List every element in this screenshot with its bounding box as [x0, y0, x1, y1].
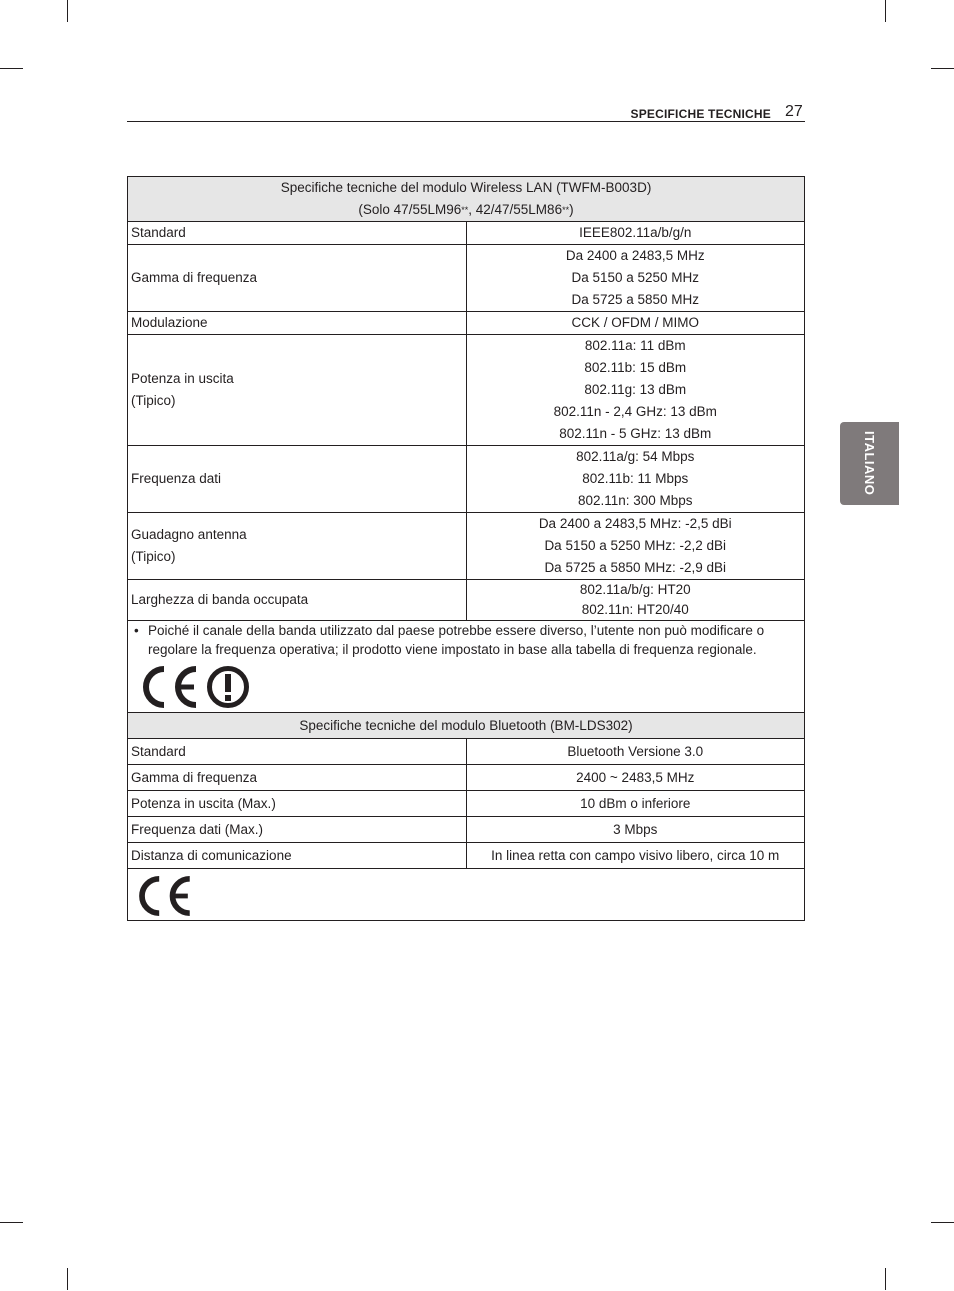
wireless-spec-table	[127, 176, 805, 714]
spec-label: Gamma di frequenza	[128, 245, 467, 312]
crop-mark	[67, 0, 68, 22]
spec-label: Gamma di frequenza	[128, 765, 467, 791]
spec-value	[466, 580, 805, 621]
table-row	[128, 765, 805, 791]
ce-mark-icon	[136, 665, 200, 709]
crop-mark	[931, 1222, 954, 1223]
value-line: 802.11n - 2,4 GHz: 13 dBm	[553, 404, 717, 419]
spec-label: Frequenza dati	[128, 446, 467, 513]
spec-label: Distanza di comunicazione	[128, 843, 467, 869]
model-wildcard: **	[562, 205, 570, 215]
value-line: 802.11a: 11 dBm	[584, 338, 686, 353]
marks-cell	[128, 869, 805, 921]
spec-value: In linea retta con campo visivo libero, circa 10 m	[466, 843, 805, 869]
bluetooth-table-title: Specifiche tecniche del modulo Bluetooth (BM-LDS302)	[128, 713, 805, 739]
spec-value: 2400 ~ 2483,5 MHz	[466, 765, 805, 791]
crop-mark	[885, 1268, 886, 1290]
value-line: 802.11b: 15 dBm	[584, 360, 687, 375]
value-line: 802.11n - 5 GHz: 13 dBm	[559, 426, 712, 441]
crop-mark	[0, 1222, 23, 1223]
table-row	[128, 817, 805, 843]
spec-value: Bluetooth Versione 3.0	[466, 739, 805, 765]
section-title: SPECIFICHE TECNICHE	[630, 107, 771, 121]
table-row	[128, 245, 805, 312]
crop-mark	[885, 0, 886, 22]
ce-mark-icon	[132, 875, 194, 917]
title-part: (Solo 47/55LM96	[358, 202, 462, 217]
label-line: (Tipico)	[131, 549, 176, 564]
table-row	[128, 843, 805, 869]
spec-value: 3 Mbps	[466, 817, 805, 843]
title-part: )	[569, 202, 574, 217]
value-line: 802.11n: 300 Mbps	[577, 493, 693, 508]
crop-mark	[0, 68, 23, 69]
label-line: Guadagno antenna	[131, 527, 247, 542]
table-row	[128, 580, 805, 621]
crop-mark	[931, 68, 954, 69]
table-header-row	[128, 177, 805, 222]
value-line: 802.11n: HT20/40	[581, 602, 689, 617]
spec-label: Potenza in uscita (Max.)	[128, 791, 467, 817]
language-tab	[840, 422, 899, 505]
table-header-row	[128, 713, 805, 739]
note-cell	[128, 621, 805, 714]
spec-label: Standard	[128, 222, 467, 245]
table-note-row	[128, 621, 805, 714]
table-row	[128, 513, 805, 580]
bluetooth-spec-table	[127, 712, 805, 921]
certification-marks	[131, 873, 801, 917]
table-row	[128, 222, 805, 245]
spec-value	[466, 446, 805, 513]
value-line: Da 2400 a 2483,5 MHz: -2,5 dBi	[538, 516, 732, 531]
value-line: Da 5150 a 5250 MHz: -2,2 dBi	[544, 538, 727, 553]
value-line: Da 5725 a 5850 MHz	[571, 292, 700, 307]
spec-label: Modulazione	[128, 312, 467, 335]
label-line: (Tipico)	[131, 393, 176, 408]
spec-value: IEEE802.11a/b/g/n	[466, 222, 805, 245]
value-line: Da 2400 a 2483,5 MHz	[565, 248, 705, 263]
title-part: , 42/47/55LM86	[468, 202, 563, 217]
value-line: 802.11g: 13 dBm	[584, 382, 687, 397]
value-line: 802.11a/b/g: HT20	[579, 582, 691, 597]
value-line: Da 5725 a 5850 MHz: -2,9 dBi	[544, 560, 727, 575]
spec-label	[128, 335, 467, 446]
note-bullet	[134, 621, 798, 659]
spec-value: CCK / OFDM / MIMO	[466, 312, 805, 335]
bullet-dot: •	[134, 623, 139, 638]
spec-label: Larghezza di banda occupata	[128, 580, 467, 621]
value-line: 802.11b: 11 Mbps	[582, 471, 689, 486]
model-wildcard: **	[461, 205, 469, 215]
table-row	[128, 791, 805, 817]
alert-class2-icon	[206, 665, 250, 709]
table-row	[128, 335, 805, 446]
spec-value	[466, 335, 805, 446]
wireless-title-line1: Specifiche tecniche del modulo Wireless LAN (TWFM-B003D)	[280, 180, 652, 195]
spec-value: 10 dBm o inferiore	[466, 791, 805, 817]
page-number: 27	[785, 103, 803, 120]
header-divider	[127, 121, 805, 122]
crop-mark	[67, 1268, 68, 1290]
spec-label: Standard	[128, 739, 467, 765]
table-marks-row	[128, 869, 805, 921]
certification-marks	[134, 659, 798, 713]
label-line: Potenza in uscita	[131, 371, 234, 386]
spec-value	[466, 245, 805, 312]
table-row	[128, 739, 805, 765]
spec-label: Frequenza dati (Max.)	[128, 817, 467, 843]
value-line: 802.11a/g: 54 Mbps	[576, 449, 695, 464]
table-row	[128, 446, 805, 513]
language-tab-label: ITALIANO	[862, 431, 877, 496]
value-line: Da 5150 a 5250 MHz	[571, 270, 700, 285]
table-row	[128, 312, 805, 335]
note-text: Poiché il canale della banda utilizzato dal paese potrebbe essere diverso, l’utente non può modificare o regolare la frequenza operativa; il prodotto viene impostato in base alla tabella di frequenza regionale.	[148, 623, 765, 657]
spec-value	[466, 513, 805, 580]
wireless-title-line2	[131, 199, 801, 221]
spec-label	[128, 513, 467, 580]
wireless-table-title	[128, 177, 805, 222]
